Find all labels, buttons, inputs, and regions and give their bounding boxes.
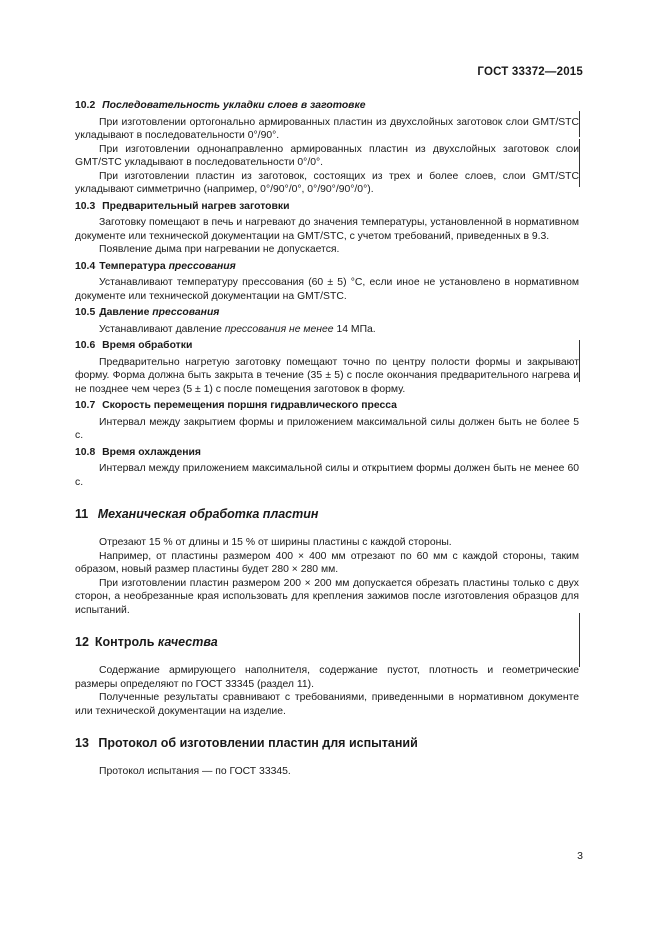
paragraph: Появление дыма при нагревании не допускается. bbox=[99, 244, 340, 255]
section-heading-13 bbox=[75, 736, 579, 751]
section-title: Механическая обработка пластин bbox=[97, 507, 319, 521]
paragraph: При изготовлении пластин размером 200 × 200 мм допускается обрезать пластины только с двух сторон, а необрезанные края использовать для крепления зажимов после изготовления образцов для испытаний. bbox=[75, 577, 579, 616]
subsection-heading-10-2 bbox=[75, 99, 579, 113]
subsection-number: 10.5 bbox=[75, 307, 96, 318]
subsection-title-italic: прессования bbox=[168, 260, 236, 272]
paragraph-text: Устанавливают давление bbox=[99, 323, 225, 335]
subsection-title: Последовательность укладки слоев в заготовке bbox=[102, 100, 366, 111]
subsection-number: 10.7 bbox=[75, 400, 96, 411]
paragraph: Предварительно нагретую заготовку помещают точно по центру полости формы и закрывают форму. Форма должна быть закрыта в течение (35 ± 5) с после окончания предварительного нагрева и не позднее чем через (5 ± 1) с после помещения заготовок в форму. bbox=[75, 356, 579, 395]
paragraph: Устанавливают температуру прессования (60 ± 5) °С, если иное не установлено в нормативном документе или технической документации на GMT/STC. bbox=[75, 277, 579, 302]
change-bar bbox=[579, 340, 580, 382]
subsection-number: 10.2 bbox=[75, 100, 96, 111]
paragraph: При изготовлении пластин из заготовок, состоящих из трех и более слоев, слои GMT/STC укладывают симметрично (например, 0°/90°/0°, 0°/90°/90°/0°). bbox=[75, 170, 579, 195]
subsection-heading-10-3 bbox=[75, 200, 579, 214]
paragraph-text: 14 МПа. bbox=[333, 323, 376, 335]
subsection-title-italic: прессования bbox=[152, 307, 220, 318]
subsection-heading-10-7 bbox=[75, 399, 579, 413]
subsection-title: Время охлаждения bbox=[102, 446, 201, 458]
subsection-heading-10-6 bbox=[75, 339, 579, 353]
document-body bbox=[75, 96, 579, 779]
paragraph: Содержание армирующего наполнителя, содержание пустот, плотность и геометрические размеры определяют по ГОСТ 33345 (раздел 11). bbox=[75, 665, 579, 690]
subsection-number: 10.3 bbox=[75, 200, 96, 212]
paragraph: При изготовлении ортогонально армированных пластин из двухслойных заготовок слои GMT/STC укладывают в последовательности 0°/90°. bbox=[75, 116, 579, 141]
paragraph: Отрезают 15 % от длины и 15 % от ширины пластины с каждой стороны. bbox=[99, 537, 452, 548]
document-code: ГОСТ 33372—2015 bbox=[477, 66, 583, 78]
paragraph: Полученные результаты сравнивают с требованиями, приведенными в нормативном документе или технической документации на изделие. bbox=[75, 692, 579, 717]
subsection-heading-10-8 bbox=[75, 446, 579, 460]
subsection-title: Время обработки bbox=[102, 340, 193, 351]
subsection-number: 10.4 bbox=[75, 260, 96, 272]
paragraph: Заготовку помещают в печь и нагревают до значения температуры, установленной в нормативном документе или технической документации на GMT/STC, с учетом требований, приведенных в 9.3. bbox=[75, 217, 579, 242]
subsection-number: 10.6 bbox=[75, 340, 96, 351]
paragraph: Например, от пластины размером 400 × 400 мм отрезают по 60 мм с каждой стороны, таким образом, новый размер пластины будет 280 × 280 мм. bbox=[75, 550, 579, 575]
subsection-title: Скорость перемещения поршня гидравлического пресса bbox=[102, 400, 397, 411]
paragraph-text-italic: прессования не менее bbox=[224, 323, 334, 335]
section-number: 12 bbox=[75, 635, 89, 649]
paragraph: При изготовлении однонаправленно армированных пластин из двухслойных заготовок слои GMT/STC укладывают в последовательности 0°/0°. bbox=[75, 143, 579, 168]
section-title: Контроль bbox=[94, 635, 158, 649]
paragraph: Протокол испытания — по ГОСТ 33345. bbox=[99, 766, 291, 777]
section-number: 13 bbox=[75, 736, 89, 750]
paragraph bbox=[75, 323, 579, 337]
paragraph: Интервал между приложением максимальной силы и открытием формы должен быть не менее 60 с. bbox=[75, 463, 579, 488]
section-title: Протокол об изготовлении пластин для испытаний bbox=[98, 736, 418, 750]
subsection-title: Давление bbox=[99, 307, 153, 318]
change-bar bbox=[579, 139, 580, 187]
section-heading-11 bbox=[75, 507, 579, 522]
subsection-heading-10-5 bbox=[75, 306, 579, 320]
paragraph: Интервал между закрытием формы и приложением максимальной силы должен быть не более 5 с. bbox=[75, 416, 579, 441]
section-heading-12 bbox=[75, 635, 579, 650]
subsection-heading-10-4 bbox=[75, 260, 579, 274]
section-title-italic: качества bbox=[157, 635, 218, 649]
change-bar bbox=[579, 613, 580, 641]
change-bar bbox=[579, 111, 580, 137]
subsection-title: Температура bbox=[99, 260, 169, 272]
subsection-title: Предварительный нагрев заготовки bbox=[102, 200, 290, 212]
page-number: 3 bbox=[577, 850, 583, 862]
subsection-number: 10.8 bbox=[75, 446, 96, 458]
change-bar bbox=[579, 641, 580, 667]
section-number: 11 bbox=[75, 507, 89, 521]
